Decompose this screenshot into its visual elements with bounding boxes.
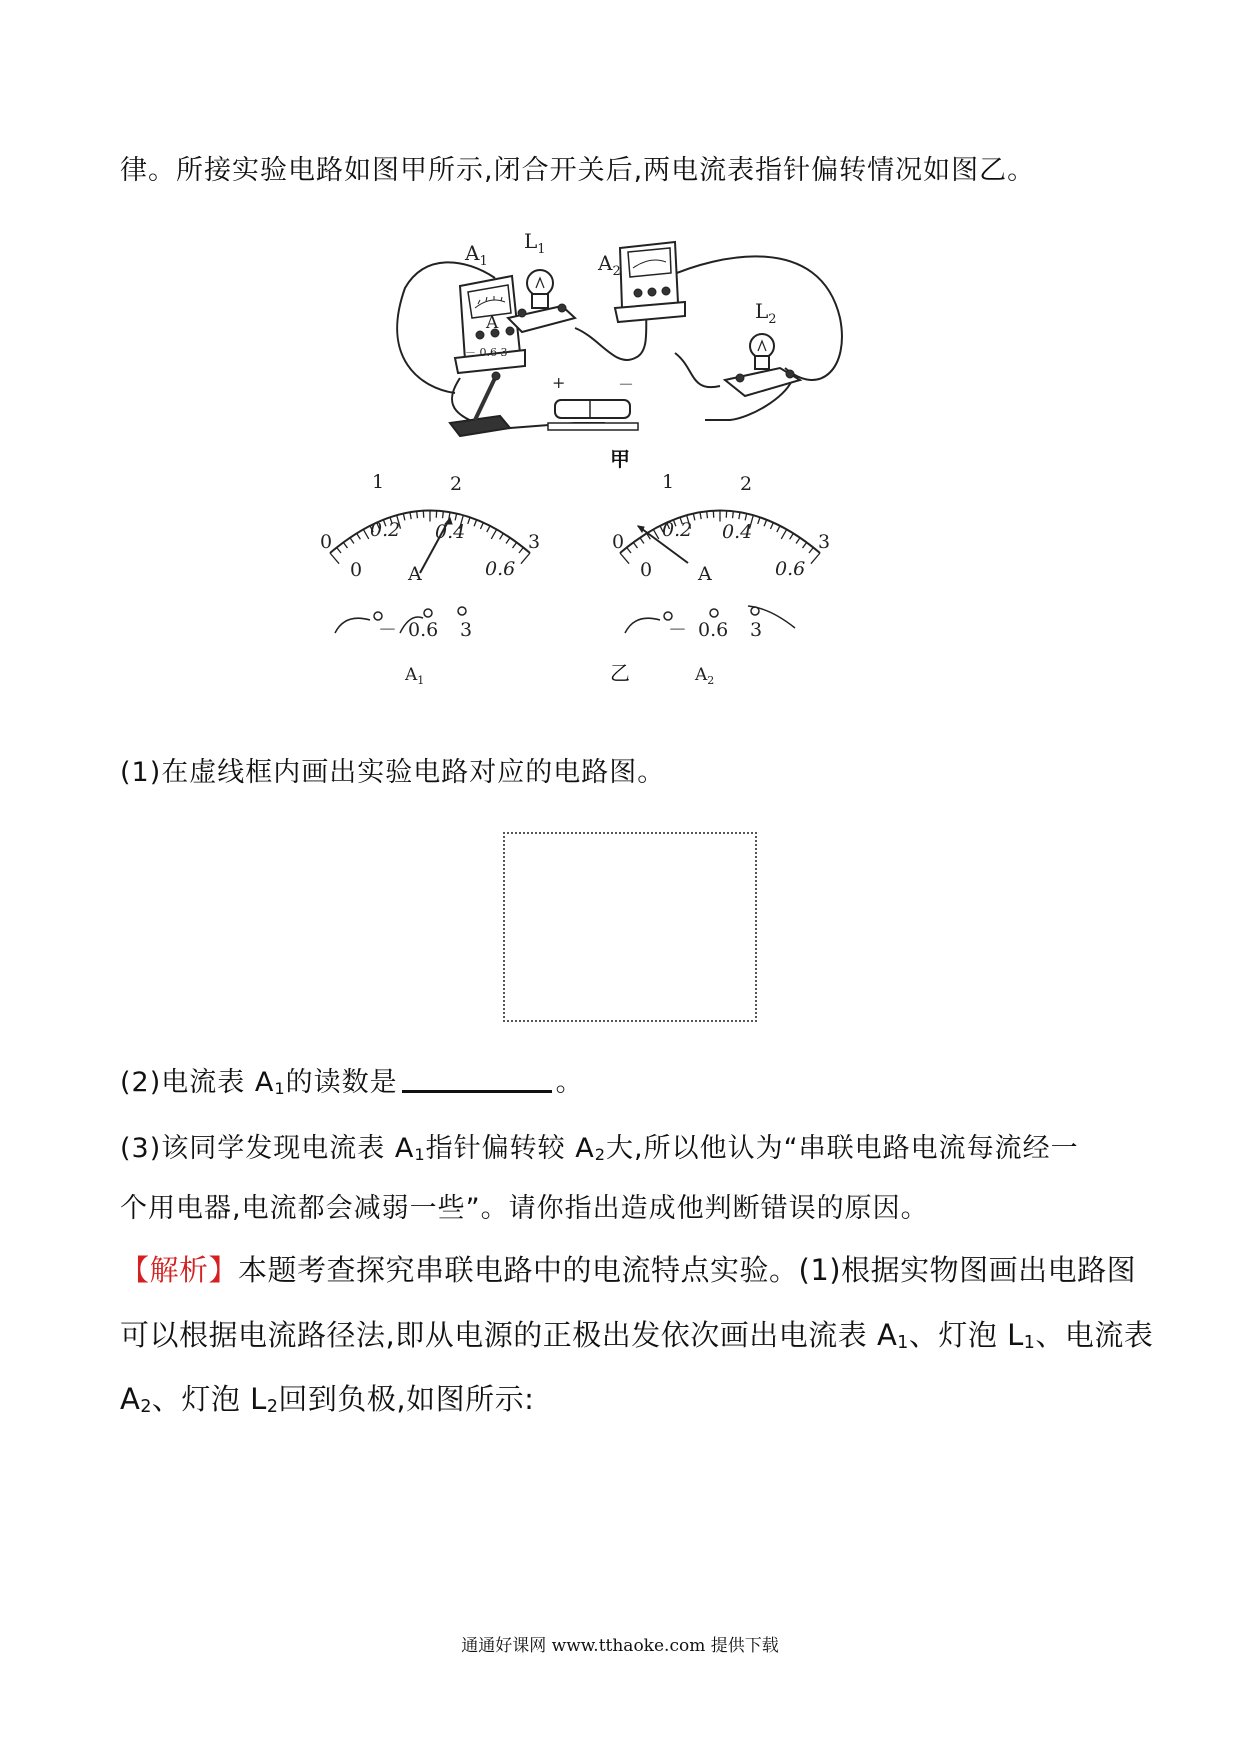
scale-tick <box>455 514 457 521</box>
footer: 通通好课网 www.tthaoke.com 提供下载 <box>461 1636 779 1656</box>
scale-tick <box>790 533 794 539</box>
analysis-line-3: $A_2$、灯泡 $L_2$回到负极,如图所示: <box>120 1382 535 1417</box>
terminal-labels: － 0.6 3 <box>465 346 508 359</box>
dial-a1-name: $A_1$ <box>405 665 425 687</box>
scale-tick <box>745 514 747 521</box>
scale-tick <box>640 538 644 544</box>
dial-a2-outer-2: 2 <box>740 473 753 495</box>
question-3-line-1: (3)该同学发现电流表 $A_1$指针偏转较 $A_2$大,所以他认为“串联电路电流每流经一 <box>120 1133 1079 1164</box>
caption-jia: 甲 <box>610 447 630 471</box>
analysis-line-2: 可以根据电流路径法,即从电源的正极出发依次画出电流表 $A_1$、灯泡 $L_1$、电流表 <box>120 1318 1154 1353</box>
lamp-l1-label: $L_1$ <box>524 229 546 257</box>
scale-tick <box>403 514 405 521</box>
dial-a2-outer-0: 0 <box>612 531 625 553</box>
scale-tick <box>739 512 740 519</box>
scale-tick <box>480 523 483 529</box>
scale-tick <box>487 526 490 532</box>
dial-a2-outer-1: 1 <box>662 471 675 493</box>
dial-a2-letter: A <box>698 563 712 585</box>
scale-tick <box>500 533 504 539</box>
scale-tick <box>700 512 701 519</box>
meter-face-letter: A <box>486 313 499 333</box>
wire <box>675 353 720 387</box>
switch-device <box>450 372 510 436</box>
scale-tick <box>363 529 368 539</box>
scale-tick <box>811 553 820 564</box>
dial-a2-outer-3: 3 <box>818 531 831 553</box>
dial-a2-name: $A_2$ <box>695 665 715 687</box>
scale-tick <box>491 529 496 539</box>
analysis-tag: 【解析】 <box>120 1253 239 1287</box>
dial-a2-term-minus: － <box>668 619 688 641</box>
scale-tick <box>513 542 517 548</box>
intro-line: 律。所接实验电路如图甲所示,闭合开关后,两电流表指针偏转情况如图乙。 <box>120 155 1036 186</box>
dial-a1-outer-1: 1 <box>372 471 385 493</box>
scale-tick <box>337 548 341 553</box>
question-2: (2)电流表 $A_1$的读数是 。 <box>120 1067 584 1098</box>
answer-blank[interactable] <box>402 1066 552 1093</box>
dial-a1-outer-3: 3 <box>528 531 541 553</box>
dial-a1-inner-02: 0.2 <box>370 519 401 541</box>
scale-tick <box>758 517 760 524</box>
dial-a2-inner-0: 0 <box>640 559 653 581</box>
answer-box-dashed[interactable] <box>503 832 757 1022</box>
scale-tick <box>468 517 470 524</box>
scale-tick <box>633 542 637 548</box>
dial-a1-term-3: 3 <box>460 619 473 641</box>
dial-a1-term-minus: － <box>378 619 398 641</box>
scale-tick <box>443 511 444 518</box>
scale-tick <box>627 548 631 553</box>
dial-ticks <box>620 511 820 564</box>
analysis-line-1: 【解析】本题考查探究串联电路中的电流特点实验。(1)根据实物图画出电路图 <box>120 1253 1137 1287</box>
question-3-line-2: 个用电器,电流都会减弱一些”。请你指出造成他判断错误的原因。 <box>120 1193 929 1224</box>
dial-a1-terminals <box>335 607 466 633</box>
experiment-figure <box>300 228 940 698</box>
dial-a1-letter: A <box>408 563 422 585</box>
dial-a1-inner-06: 0.6 <box>485 558 516 580</box>
dial-a2-inner-02: 0.2 <box>662 519 693 541</box>
dial-a1-outer-0: 0 <box>320 531 333 553</box>
lamp-l1-device <box>508 270 575 332</box>
scale-tick <box>357 533 361 539</box>
dial-a2-term-3: 3 <box>750 619 763 641</box>
scale-tick <box>770 523 773 529</box>
scale-tick <box>781 529 786 539</box>
scale-tick <box>350 538 354 544</box>
battery-device <box>548 400 638 430</box>
dial-a1-term-06: 0.6 <box>408 619 439 641</box>
dial-a2-term-06: 0.6 <box>698 619 729 641</box>
scale-tick <box>417 511 418 518</box>
dial-a1-inner-0: 0 <box>350 559 363 581</box>
ammeter-a2-label: $A_2$ <box>598 251 621 279</box>
battery-minus: － <box>618 375 635 394</box>
dial-a2-inner-06: 0.6 <box>775 558 806 580</box>
scale-tick <box>777 526 780 532</box>
scale-tick <box>764 520 767 527</box>
caption-yi: 乙 <box>610 661 630 685</box>
dial-a1-inner-04: 0.4 <box>435 521 466 543</box>
scale-tick <box>733 511 734 518</box>
scale-tick <box>410 512 411 519</box>
lamp-l2-label: $L_2$ <box>755 299 777 327</box>
ammeter-a1-label: $A_1$ <box>465 241 488 269</box>
battery-plus: + <box>552 373 566 392</box>
dial-a2-inner-04: 0.4 <box>722 521 753 543</box>
scale-tick <box>693 514 695 521</box>
meter-dial-a2 <box>620 511 820 564</box>
question-1: (1)在虚线框内画出实验电路对应的电路图。 <box>120 757 666 788</box>
scale-tick <box>506 538 510 544</box>
scale-tick <box>521 553 530 564</box>
scale-tick <box>809 548 813 553</box>
scale-tick <box>330 553 339 564</box>
ammeter-a2-device <box>615 242 685 322</box>
scale-tick <box>620 553 629 564</box>
scale-tick <box>343 542 347 548</box>
scale-tick <box>796 538 800 544</box>
scale-tick <box>474 520 477 527</box>
scale-tick <box>803 542 807 548</box>
scale-tick <box>519 548 523 553</box>
scale-tick <box>707 511 708 518</box>
dial-a1-outer-2: 2 <box>450 473 463 495</box>
